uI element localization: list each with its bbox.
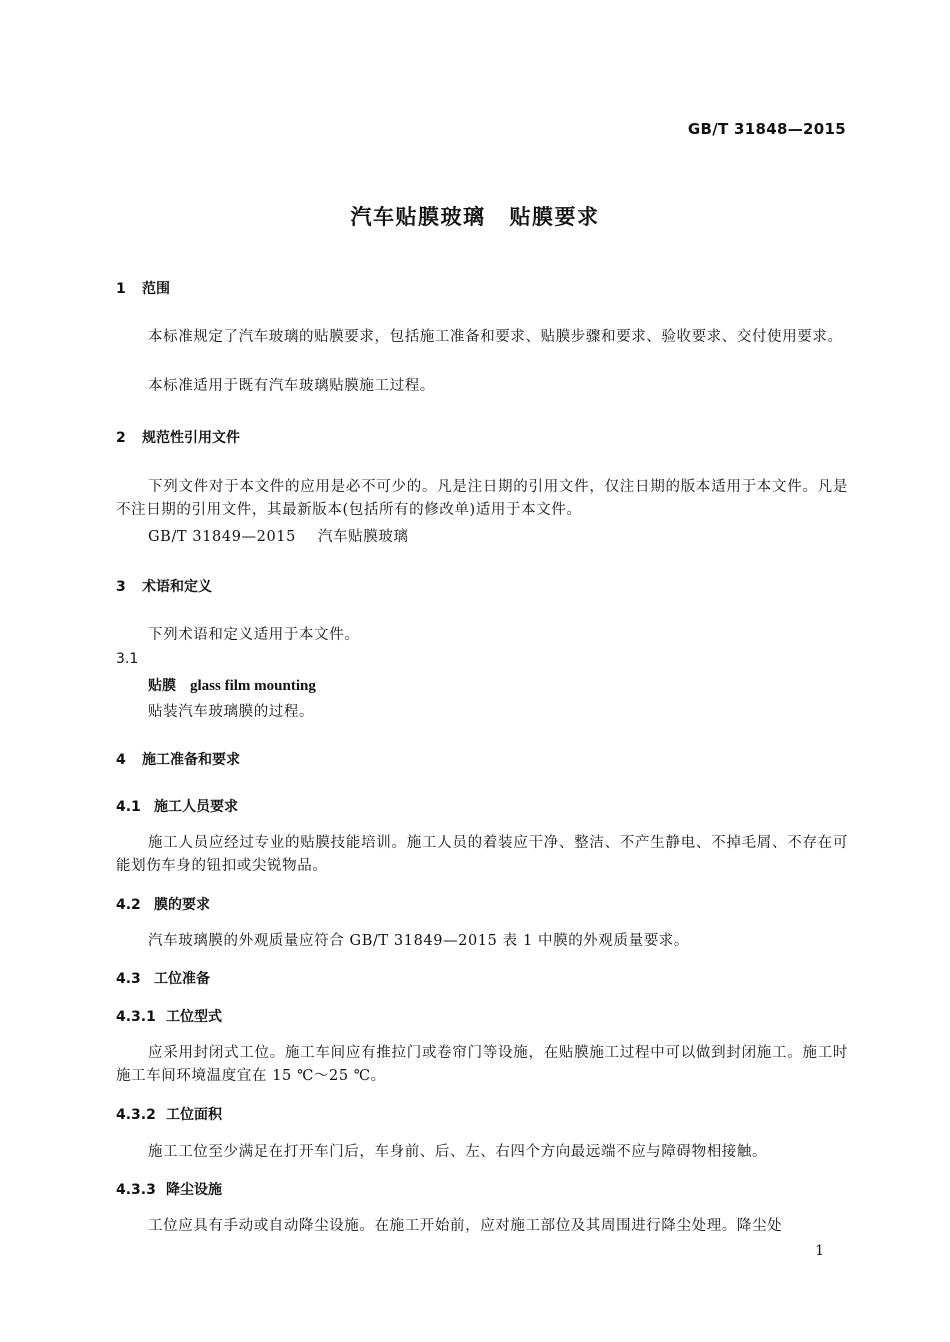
section-4-3-3-heading [116,1179,222,1199]
section-title: 降尘设施 [166,1182,222,1198]
section-number: 4.3 [116,971,141,987]
section-4-3-2-paragraph: 施工工位至少满足在打开车门后，车身前、后、左、右四个方向最远端不应与障碍物相接触。 [148,1144,768,1160]
section-title: 工位准备 [154,971,210,987]
section-title: 术语和定义 [142,579,212,595]
reference-code: GB/T 31849—2015 [148,529,296,545]
title-part-1: 汽车贴膜玻璃 [350,205,486,229]
title-part-2: 贴膜要求 [509,205,600,229]
section-4-3-3-paragraph: 工位应具有手动或自动降尘设施。在施工开始前，应对施工部位及其周围进行降尘处理。降尘处 [148,1218,783,1234]
section-number: 4.3.3 [116,1182,156,1198]
section-title: 施工人员要求 [154,799,238,815]
section-3-paragraph-1: 下列术语和定义适用于本文件。 [148,627,360,643]
term-number: 3.1 [116,651,139,667]
normative-reference [148,525,409,546]
section-number: 4.3.2 [116,1107,156,1123]
section-title: 工位型式 [166,1009,222,1025]
section-4-3-1-heading [116,1006,222,1026]
section-number: 1 [116,281,126,297]
section-1-paragraph-1: 本标准规定了汽车玻璃的贴膜要求，包括施工准备和要求、贴膜步骤和要求、验收要求、交付使用要求。 [148,329,843,345]
section-4-heading [116,749,240,769]
section-number: 2 [116,430,126,446]
reference-title: 汽车贴膜玻璃 [317,529,409,545]
page-number: 1 [815,1243,824,1259]
section-number: 4.1 [116,799,141,815]
section-4-2-heading [116,894,210,914]
section-2-heading [116,427,240,447]
section-title: 工位面积 [166,1107,222,1123]
section-number: 3 [116,579,126,595]
document-title [0,201,950,231]
section-4-1-heading [116,796,238,816]
section-title: 范围 [142,281,170,297]
section-3-heading [116,576,212,596]
section-title: 膜的要求 [154,897,210,913]
term-chinese: 贴膜 [148,678,176,694]
section-title: 施工准备和要求 [142,752,240,768]
section-number: 4.3.1 [116,1009,156,1025]
section-1-heading [116,278,170,298]
term-english: glass film mounting [190,678,316,694]
section-4-3-2-heading [116,1104,222,1124]
section-4-3-1-paragraph: 应采用封闭式工位。施工车间应有推拉门或卷帘门等设施，在贴膜施工过程中可以做到封闭施工。施工时施工车间环境温度宜在 15 ℃～25 ℃。 [116,1045,848,1084]
standard-code: GB/T 31848—2015 [687,120,846,138]
section-number: 4.2 [116,897,141,913]
term-entry [148,675,316,695]
section-1-paragraph-2: 本标准适用于既有汽车玻璃贴膜施工过程。 [148,378,435,394]
section-4-2-paragraph: 汽车玻璃膜的外观质量应符合 GB/T 31849—2015 表 1 中膜的外观质量要求。 [148,933,689,949]
section-4-1-paragraph: 施工人员应经过专业的贴膜技能培训。施工人员的着装应干净、整洁、不产生静电、不掉毛屑、不存在可能划伤车身的钮扣或尖锐物品。 [116,835,848,874]
section-4-3-heading [116,968,210,988]
term-definition: 贴装汽车玻璃膜的过程。 [148,704,315,720]
section-title: 规范性引用文件 [142,430,240,446]
section-2-paragraph-1: 下列文件对于本文件的应用是必不可少的。凡是注日期的引用文件，仅注日期的版本适用于本文件。凡是不注日期的引用文件，其最新版本(包括所有的修改单)适用于本文件。 [116,479,848,518]
section-number: 4 [116,752,126,768]
